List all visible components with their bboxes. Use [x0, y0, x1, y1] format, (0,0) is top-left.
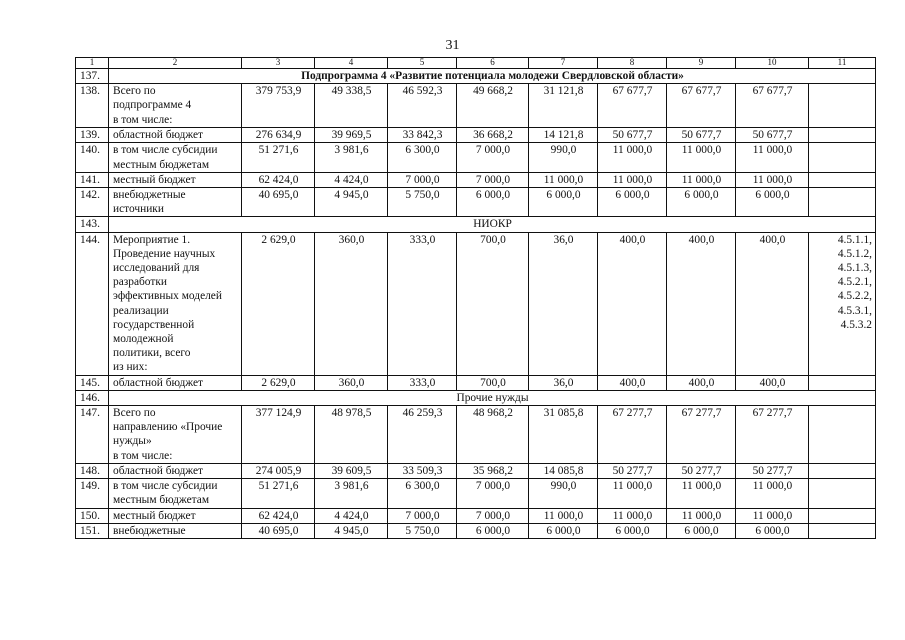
value-cell: 40 695,0 — [242, 188, 315, 217]
value-cell: 6 000,0 — [457, 523, 529, 538]
value-cell: 50 677,7 — [736, 128, 809, 143]
value-cell: 11 000,0 — [736, 508, 809, 523]
value-cell: 35 968,2 — [457, 464, 529, 479]
row-name — [109, 188, 242, 217]
value-cell: 6 000,0 — [457, 188, 529, 217]
row-name-line: реализации — [113, 304, 169, 317]
row-number: 149. — [76, 479, 109, 508]
value-cell: 11 000,0 — [736, 479, 809, 508]
column-number: 10 — [736, 58, 809, 69]
row-name — [109, 375, 242, 390]
value-cell: 700,0 — [457, 375, 529, 390]
value-cell: 11 000,0 — [667, 143, 736, 172]
value-cell: 6 000,0 — [598, 523, 667, 538]
row-name-line: исследований для — [113, 262, 200, 275]
value-cell: 36 668,2 — [457, 128, 529, 143]
row-name — [109, 406, 242, 464]
column-number-row — [76, 58, 876, 69]
target-code: 4.5.1.2, — [837, 247, 872, 260]
value-cell: 46 592,3 — [388, 84, 457, 128]
target-code: 4.5.1.1, — [837, 233, 872, 246]
row-name-line: подпрограмме 4 — [113, 99, 192, 112]
value-cell: 14 085,8 — [529, 464, 598, 479]
row-name-line: направлению «Прочие — [113, 421, 223, 434]
row-name-line: Мероприятие 1. — [113, 233, 191, 246]
value-cell: 400,0 — [736, 375, 809, 390]
column-number: 2 — [109, 58, 242, 69]
value-cell: 50 277,7 — [598, 464, 667, 479]
section-header-row — [76, 217, 876, 232]
table-row — [76, 479, 876, 508]
row-name-line: государственной — [113, 318, 195, 331]
table-row — [76, 232, 876, 375]
value-cell: 6 300,0 — [388, 479, 457, 508]
section-header-row — [76, 390, 876, 405]
row-number: 141. — [76, 172, 109, 187]
value-cell: 62 424,0 — [242, 508, 315, 523]
target-codes — [809, 172, 876, 187]
column-number: 1 — [76, 58, 109, 69]
value-cell: 5 750,0 — [388, 188, 457, 217]
value-cell: 5 750,0 — [388, 523, 457, 538]
value-cell: 11 000,0 — [736, 143, 809, 172]
value-cell: 11 000,0 — [667, 479, 736, 508]
value-cell: 11 000,0 — [736, 172, 809, 187]
row-name-line: местный бюджет — [113, 509, 196, 522]
table-row — [76, 172, 876, 187]
row-name-line: областной бюджет — [113, 129, 203, 142]
row-name — [109, 172, 242, 187]
row-name — [109, 479, 242, 508]
value-cell: 50 677,7 — [667, 128, 736, 143]
table-row — [76, 188, 876, 217]
column-number: 11 — [809, 58, 876, 69]
row-name — [109, 128, 242, 143]
value-cell: 990,0 — [529, 143, 598, 172]
column-number: 8 — [598, 58, 667, 69]
row-name-line: Проведение научных — [113, 247, 216, 260]
value-cell: 33 842,3 — [388, 128, 457, 143]
table-row — [76, 406, 876, 464]
value-cell: 51 271,6 — [242, 479, 315, 508]
value-cell: 49 338,5 — [315, 84, 388, 128]
value-cell: 6 000,0 — [529, 523, 598, 538]
row-name-line: внебюджетные — [113, 524, 186, 537]
target-code: 4.5.3.1, — [837, 304, 872, 317]
value-cell: 333,0 — [388, 232, 457, 375]
column-number: 3 — [242, 58, 315, 69]
row-number: 139. — [76, 128, 109, 143]
row-name-line: внебюджетные — [113, 189, 186, 202]
row-name-line: в том числе: — [113, 113, 173, 126]
value-cell: 7 000,0 — [457, 143, 529, 172]
value-cell: 7 000,0 — [457, 172, 529, 187]
row-number: 144. — [76, 232, 109, 375]
value-cell: 11 000,0 — [598, 479, 667, 508]
row-name-line: нужды» — [113, 435, 152, 448]
row-name — [109, 143, 242, 172]
value-cell: 48 978,5 — [315, 406, 388, 464]
row-name-line: местным бюджетам — [113, 158, 210, 171]
row-name-line: областной бюджет — [113, 465, 203, 478]
row-name-line: местный бюджет — [113, 173, 196, 186]
row-name-line: эффективных моделей — [113, 290, 222, 303]
row-name-line: в том числе субсидии — [113, 480, 218, 493]
value-cell: 276 634,9 — [242, 128, 315, 143]
table-row — [76, 128, 876, 143]
row-name — [109, 508, 242, 523]
value-cell: 6 000,0 — [667, 188, 736, 217]
row-number: 148. — [76, 464, 109, 479]
value-cell: 11 000,0 — [598, 508, 667, 523]
value-cell: 6 300,0 — [388, 143, 457, 172]
value-cell: 40 695,0 — [242, 523, 315, 538]
value-cell: 990,0 — [529, 479, 598, 508]
row-name-line: в том числе субсидии — [113, 144, 218, 157]
value-cell: 11 000,0 — [529, 508, 598, 523]
target-codes — [809, 84, 876, 128]
row-name-line: Всего по — [113, 85, 156, 98]
value-cell: 3 981,6 — [315, 479, 388, 508]
target-codes — [809, 143, 876, 172]
value-cell: 33 509,3 — [388, 464, 457, 479]
row-number: 146. — [76, 390, 109, 405]
value-cell: 11 000,0 — [667, 508, 736, 523]
value-cell: 39 969,5 — [315, 128, 388, 143]
value-cell: 360,0 — [315, 232, 388, 375]
value-cell: 36,0 — [529, 375, 598, 390]
value-cell: 11 000,0 — [598, 172, 667, 187]
row-name-line: Всего по — [113, 407, 156, 420]
value-cell: 7 000,0 — [457, 508, 529, 523]
target-codes — [809, 406, 876, 464]
value-cell: 39 609,5 — [315, 464, 388, 479]
target-codes — [809, 479, 876, 508]
value-cell: 4 424,0 — [315, 172, 388, 187]
value-cell: 333,0 — [388, 375, 457, 390]
target-codes — [809, 375, 876, 390]
column-number: 6 — [457, 58, 529, 69]
value-cell: 6 000,0 — [667, 523, 736, 538]
column-number: 5 — [388, 58, 457, 69]
target-codes — [809, 464, 876, 479]
target-codes — [809, 128, 876, 143]
value-cell: 2 629,0 — [242, 375, 315, 390]
target-code: 4.5.3.2 — [840, 318, 872, 331]
value-cell: 50 277,7 — [736, 464, 809, 479]
target-codes — [809, 523, 876, 538]
target-codes — [809, 508, 876, 523]
row-name — [109, 523, 242, 538]
row-number: 145. — [76, 375, 109, 390]
value-cell: 6 000,0 — [598, 188, 667, 217]
row-name-line: источники — [113, 203, 164, 216]
value-cell: 7 000,0 — [457, 479, 529, 508]
value-cell: 2 629,0 — [242, 232, 315, 375]
value-cell: 46 259,3 — [388, 406, 457, 464]
value-cell: 274 005,9 — [242, 464, 315, 479]
value-cell: 6 000,0 — [529, 188, 598, 217]
row-name-line: из них: — [113, 361, 148, 374]
value-cell: 48 968,2 — [457, 406, 529, 464]
column-number: 7 — [529, 58, 598, 69]
value-cell: 67 277,7 — [667, 406, 736, 464]
page-number: 31 — [445, 38, 460, 53]
value-cell: 4 945,0 — [315, 188, 388, 217]
row-number: 151. — [76, 523, 109, 538]
value-cell: 31 121,8 — [529, 84, 598, 128]
value-cell: 14 121,8 — [529, 128, 598, 143]
row-name-line: местным бюджетам — [113, 494, 210, 507]
section-title: НИОКР — [109, 217, 876, 232]
value-cell: 51 271,6 — [242, 143, 315, 172]
value-cell: 4 424,0 — [315, 508, 388, 523]
row-number: 147. — [76, 406, 109, 464]
value-cell: 67 677,7 — [736, 84, 809, 128]
value-cell: 67 677,7 — [598, 84, 667, 128]
value-cell: 50 277,7 — [667, 464, 736, 479]
column-number: 9 — [667, 58, 736, 69]
row-number: 142. — [76, 188, 109, 217]
target-code: 4.5.1.3, — [837, 262, 872, 275]
value-cell: 700,0 — [457, 232, 529, 375]
section-title: Подпрограмма 4 «Развитие потенциала молодежи Свердловской области» — [109, 69, 876, 84]
target-code: 4.5.2.1, — [837, 276, 872, 289]
row-name — [109, 464, 242, 479]
row-number: 143. — [76, 217, 109, 232]
value-cell: 62 424,0 — [242, 172, 315, 187]
target-code: 4.5.2.2, — [837, 290, 872, 303]
row-number: 140. — [76, 143, 109, 172]
value-cell: 400,0 — [598, 232, 667, 375]
value-cell: 67 277,7 — [736, 406, 809, 464]
target-codes — [809, 188, 876, 217]
table-row — [76, 375, 876, 390]
table-body — [76, 58, 876, 539]
value-cell: 67 677,7 — [667, 84, 736, 128]
value-cell: 11 000,0 — [598, 143, 667, 172]
value-cell: 400,0 — [736, 232, 809, 375]
table-row — [76, 464, 876, 479]
table-row — [76, 143, 876, 172]
value-cell: 11 000,0 — [529, 172, 598, 187]
column-number: 4 — [315, 58, 388, 69]
row-name-line: в том числе: — [113, 449, 173, 462]
table-row — [76, 84, 876, 128]
value-cell: 50 677,7 — [598, 128, 667, 143]
row-number: 138. — [76, 84, 109, 128]
value-cell: 400,0 — [667, 375, 736, 390]
value-cell: 400,0 — [598, 375, 667, 390]
value-cell: 360,0 — [315, 375, 388, 390]
value-cell: 379 753,9 — [242, 84, 315, 128]
row-name — [109, 84, 242, 128]
section-header-row — [76, 69, 876, 84]
value-cell: 6 000,0 — [736, 523, 809, 538]
row-number: 137. — [76, 69, 109, 84]
row-name-line: разработки — [113, 276, 167, 289]
value-cell: 3 981,6 — [315, 143, 388, 172]
target-codes — [809, 232, 876, 375]
value-cell: 400,0 — [667, 232, 736, 375]
budget-table — [75, 57, 876, 539]
value-cell: 4 945,0 — [315, 523, 388, 538]
row-name-line: политики, всего — [113, 347, 191, 360]
row-number: 150. — [76, 508, 109, 523]
value-cell: 49 668,2 — [457, 84, 529, 128]
table-row — [76, 523, 876, 538]
section-title: Прочие нужды — [109, 390, 876, 405]
value-cell: 7 000,0 — [388, 508, 457, 523]
value-cell: 377 124,9 — [242, 406, 315, 464]
value-cell: 36,0 — [529, 232, 598, 375]
row-name-line: областной бюджет — [113, 376, 203, 389]
value-cell: 6 000,0 — [736, 188, 809, 217]
value-cell: 7 000,0 — [388, 172, 457, 187]
row-name-line: молодежной — [113, 333, 174, 346]
row-name — [109, 232, 242, 375]
table-row — [76, 508, 876, 523]
value-cell: 11 000,0 — [667, 172, 736, 187]
value-cell: 31 085,8 — [529, 406, 598, 464]
value-cell: 67 277,7 — [598, 406, 667, 464]
